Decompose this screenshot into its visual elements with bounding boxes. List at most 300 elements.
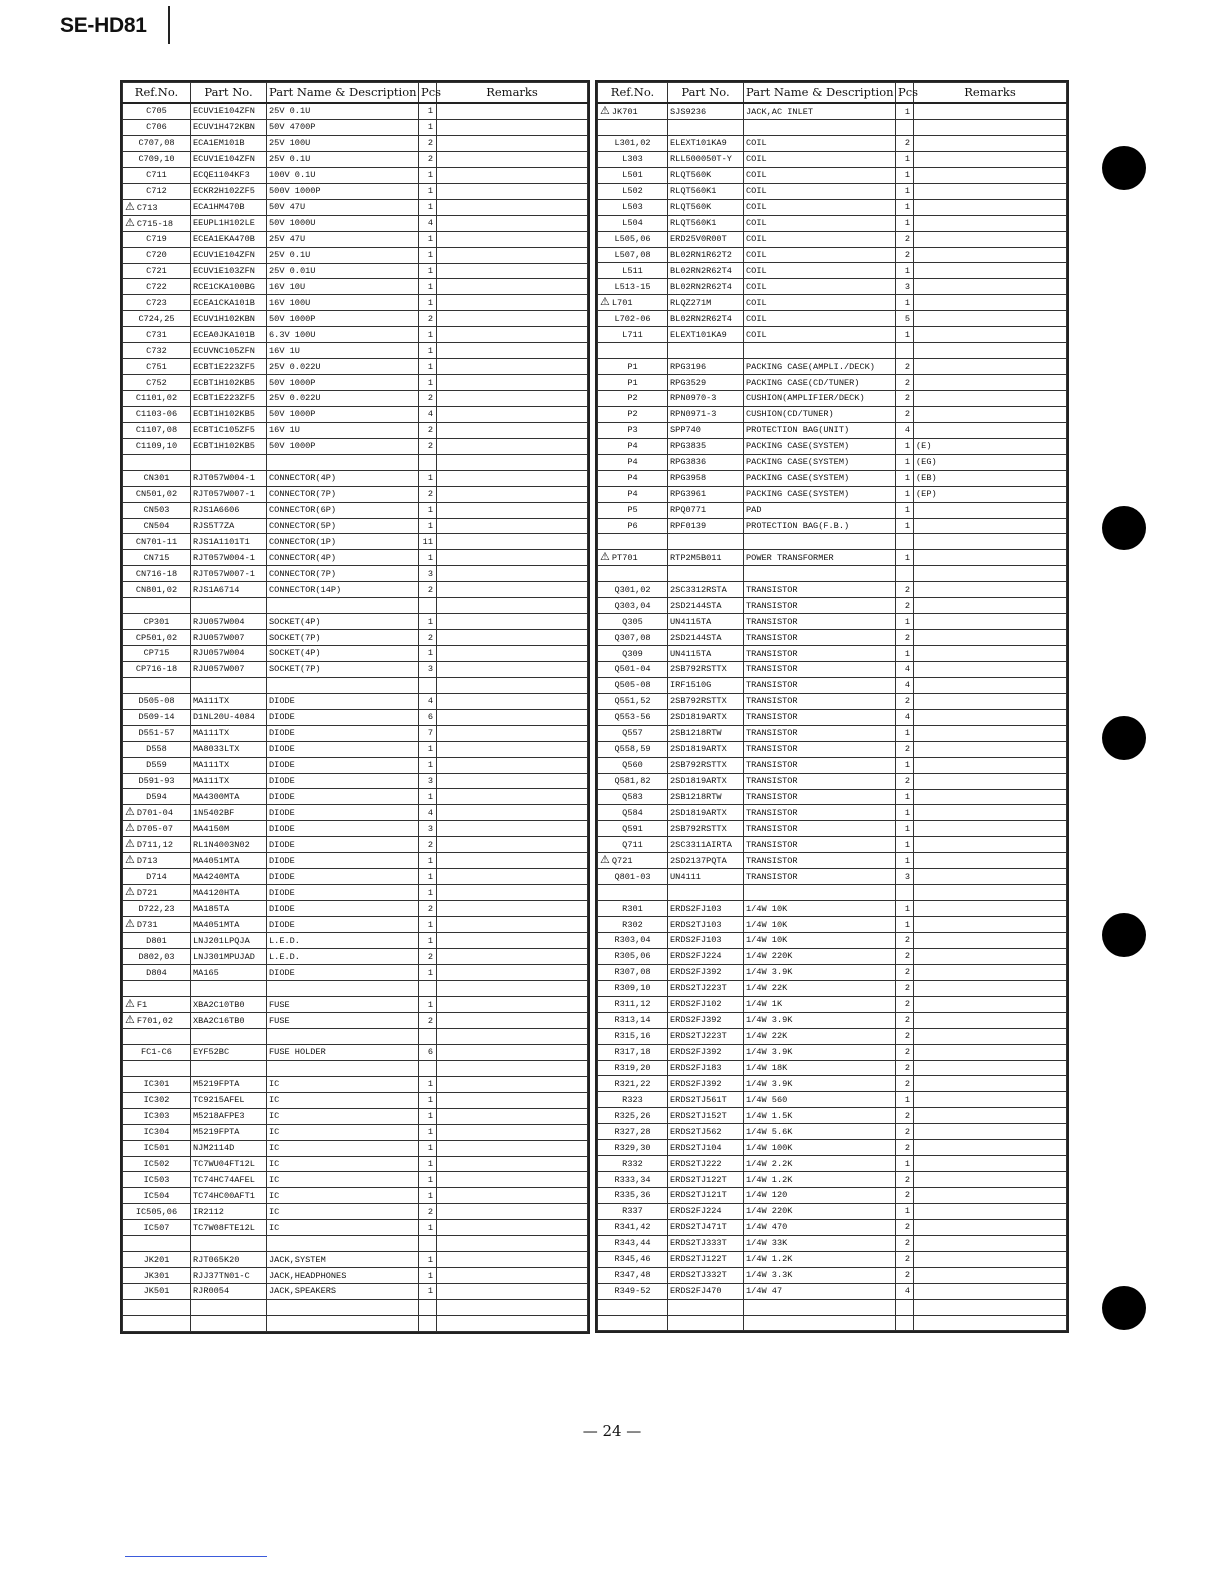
pcs-cell-text: 2 <box>904 776 910 787</box>
part-name-cell-text: 1/4W 1.2K <box>746 1174 793 1185</box>
part-no-cell-text: ERDS2TJ222 <box>670 1158 722 1169</box>
part-name-cell-text: 1/4W 3.9K <box>746 1078 793 1089</box>
part-name-cell-text: FUSE <box>269 1015 290 1026</box>
part-no-cell <box>191 263 267 279</box>
part-no-cell-text: RPF0139 <box>670 520 707 531</box>
pcs-cell <box>419 709 437 725</box>
pcs-cell <box>419 135 437 151</box>
table-row <box>123 1252 588 1268</box>
part-no-cell-text: ERDS2TJ104 <box>670 1142 722 1153</box>
ref-no-cell <box>123 773 191 789</box>
pcs-cell <box>896 677 914 693</box>
part-name-cell-text: COIL <box>746 154 767 165</box>
table-header-row <box>598 83 1067 104</box>
remarks-cell <box>914 662 1067 678</box>
table-row <box>598 757 1067 773</box>
table-row <box>123 151 588 167</box>
pcs-cell <box>896 343 914 359</box>
remarks-cell <box>437 103 588 119</box>
table-row <box>598 343 1067 359</box>
table-row <box>123 1172 588 1188</box>
ref-no-cell-text: CN301 <box>143 473 170 484</box>
remarks-cell <box>914 167 1067 183</box>
part-name-cell <box>744 215 896 231</box>
part-name-cell <box>744 598 896 614</box>
pcs-cell-text: 2 <box>904 983 910 994</box>
part-name-cell-text: POWER TRANSFORMER <box>746 552 834 563</box>
part-no-cell <box>668 1203 744 1219</box>
part-no-cell <box>191 869 267 885</box>
ref-no-cell <box>598 1060 668 1076</box>
ref-no-cell-text: IC507 <box>143 1222 170 1233</box>
remarks-cell <box>437 709 588 725</box>
ref-no-cell-text: C724,25 <box>138 313 175 324</box>
part-name-cell-text: 1/4W 1.2K <box>746 1254 793 1265</box>
part-no-cell <box>191 295 267 311</box>
part-no-cell-text: ECBT1E223ZF5 <box>193 361 255 372</box>
part-name-cell-text: COIL <box>746 249 767 260</box>
remarks-cell <box>914 582 1067 598</box>
ref-no-cell-text: Q591 <box>622 823 643 834</box>
part-no-cell-text: MA4051MTA <box>193 919 240 930</box>
ref-no-cell-text: D731 <box>136 920 158 931</box>
part-name-cell <box>267 422 419 438</box>
ref-no-cell-text: IC503 <box>143 1174 170 1185</box>
table-row <box>598 1140 1067 1156</box>
part-name-cell <box>744 709 896 725</box>
remarks-cell <box>437 1044 588 1060</box>
part-no-cell <box>191 598 267 614</box>
pcs-cell-text: 1 <box>904 823 910 834</box>
part-name-cell-text: 1/4W 10K <box>746 919 788 930</box>
part-name-cell <box>744 917 896 933</box>
table-row <box>598 885 1067 901</box>
part-no-cell <box>668 215 744 231</box>
ref-no-cell-text: L702-06 <box>614 313 651 324</box>
table-row <box>123 661 588 677</box>
part-name-cell <box>267 757 419 773</box>
part-name-cell <box>267 837 419 853</box>
pcs-cell <box>419 1172 437 1188</box>
part-no-cell-text: ECUV1H102KBN <box>193 313 255 324</box>
part-no-cell-text: ERDS2FJ470 <box>670 1286 722 1297</box>
remarks-cell <box>914 566 1067 582</box>
remarks-cell <box>914 1188 1067 1204</box>
part-name-cell-text: COIL <box>746 329 767 340</box>
part-no-cell-text: D1NL20U-4084 <box>193 712 255 723</box>
part-name-cell-text: CUSHION(CD/TUNER) <box>746 409 834 420</box>
part-no-cell <box>668 343 744 359</box>
part-name-cell <box>267 470 419 486</box>
part-no-cell <box>191 949 267 965</box>
ref-no-cell <box>598 598 668 614</box>
table-row <box>598 948 1067 964</box>
remarks-cell <box>437 837 588 853</box>
pcs-cell-text: 2 <box>904 1238 910 1249</box>
part-no-cell-text: EYF52BC <box>193 1047 230 1058</box>
part-name-cell <box>267 1284 419 1300</box>
ref-no-cell-text: JK301 <box>143 1270 170 1281</box>
part-no-cell-text: 2SD2137PQTA <box>670 855 727 866</box>
ref-no-cell <box>123 1252 191 1268</box>
part-name-cell-text: CONNECTOR(4P) <box>269 552 337 563</box>
ref-no-cell <box>598 343 668 359</box>
part-no-cell <box>191 677 267 693</box>
remarks-cell <box>437 614 588 630</box>
ref-no-cell <box>123 1268 191 1284</box>
part-no-cell-text: ERDS2TJ333T <box>670 1238 727 1249</box>
ref-no-cell <box>598 199 668 215</box>
pcs-cell-text: 3 <box>904 871 910 882</box>
part-name-cell <box>267 1252 419 1268</box>
part-name-cell <box>267 661 419 677</box>
remarks-cell <box>914 263 1067 279</box>
remarks-cell <box>914 1283 1067 1299</box>
ref-no-cell <box>123 327 191 343</box>
ref-no-cell <box>598 773 668 789</box>
part-name-cell <box>744 135 896 151</box>
remarks-cell <box>437 327 588 343</box>
part-no-cell <box>191 805 267 821</box>
table-row <box>598 1108 1067 1124</box>
pcs-cell <box>419 981 437 997</box>
pcs-cell <box>419 1315 437 1331</box>
part-name-cell <box>267 853 419 869</box>
part-name-cell-text: TRANSISTOR <box>746 664 798 675</box>
part-no-cell-text: RJU057W007 <box>193 632 245 643</box>
ref-no-cell <box>123 1044 191 1060</box>
ref-no-cell <box>123 709 191 725</box>
part-no-cell-text: LNJ301MPUJAD <box>193 951 255 962</box>
part-no-cell-text: LNJ201LPQJA <box>193 935 250 946</box>
remarks-cell <box>914 438 1067 454</box>
table-row <box>598 406 1067 422</box>
pcs-cell <box>419 486 437 502</box>
remarks-cell <box>437 1252 588 1268</box>
ref-no-cell <box>123 821 191 837</box>
part-name-cell <box>744 1108 896 1124</box>
part-name-cell-text: 25V 0.01U <box>269 265 316 276</box>
pcs-cell-text: 4 <box>904 712 910 723</box>
part-name-cell <box>267 1108 419 1124</box>
ref-no-cell-text: D594 <box>146 791 167 802</box>
ref-no-cell-text: C707,08 <box>138 138 175 149</box>
ref-no-cell-text: P3 <box>627 425 638 436</box>
part-no-cell-text: TC9215AFEL <box>193 1095 245 1106</box>
part-name-cell <box>744 837 896 853</box>
ref-no-cell <box>598 518 668 534</box>
pcs-cell-text: 1 <box>427 505 433 516</box>
table-row <box>123 725 588 741</box>
header-divider <box>168 6 170 44</box>
remarks-cell <box>914 454 1067 470</box>
remarks-cell <box>437 661 588 677</box>
remarks-cell <box>437 773 588 789</box>
pcs-cell <box>896 295 914 311</box>
ref-no-cell-text: D591-93 <box>138 775 175 786</box>
part-no-cell <box>668 391 744 407</box>
part-name-cell <box>267 327 419 343</box>
part-name-cell <box>744 948 896 964</box>
ref-no-cell-text: R325,26 <box>614 1110 651 1121</box>
pcs-cell-text: 2 <box>427 903 433 914</box>
part-no-cell <box>668 709 744 725</box>
pcs-cell-text: 1 <box>904 186 910 197</box>
remarks-cell <box>437 1013 588 1029</box>
part-name-cell-text: DIODE <box>269 919 295 930</box>
header-part-name: Part Name & Description <box>267 83 419 104</box>
part-name-cell-text: COIL <box>746 218 767 229</box>
pcs-cell-text: 1 <box>904 791 910 802</box>
part-no-cell <box>668 375 744 391</box>
part-name-cell <box>267 1124 419 1140</box>
ref-no-cell-text: D802,03 <box>138 951 175 962</box>
part-name-cell-text: 1/4W 100K <box>746 1142 793 1153</box>
part-no-cell-text: RPG3835 <box>670 441 707 452</box>
ref-no-cell <box>598 821 668 837</box>
ref-no-cell-text: R333,34 <box>614 1174 651 1185</box>
ref-no-cell-text: R335,36 <box>614 1190 651 1201</box>
part-no-cell-text: RJU057W004 <box>193 648 245 659</box>
part-name-cell-text: 25V 0.022U <box>269 393 321 404</box>
ref-no-cell-text: CN716-18 <box>135 568 178 579</box>
part-no-cell <box>191 757 267 773</box>
part-name-cell <box>744 1076 896 1092</box>
ref-no-cell-text: CN801,02 <box>135 584 178 595</box>
pcs-cell <box>419 582 437 598</box>
part-name-cell <box>267 343 419 359</box>
part-no-cell-text: MA111TX <box>193 728 230 739</box>
remarks-cell <box>437 247 588 263</box>
part-name-cell <box>744 199 896 215</box>
ref-no-cell-text: CP501,02 <box>135 632 178 643</box>
remarks-cell <box>437 502 588 518</box>
table-row <box>123 646 588 662</box>
ref-no-cell <box>598 964 668 980</box>
ref-no-cell <box>123 375 191 391</box>
part-no-cell-text: ERDS2FJ392 <box>670 1047 722 1058</box>
table-row <box>598 741 1067 757</box>
part-no-cell-text: 2SC3312RSTA <box>670 584 727 595</box>
ref-no-cell <box>123 677 191 693</box>
table-row <box>123 1044 588 1060</box>
remarks-cell <box>437 949 588 965</box>
part-no-cell <box>668 279 744 295</box>
ref-no-cell <box>123 263 191 279</box>
pcs-cell-text: 2 <box>427 393 433 404</box>
remarks-cell <box>914 231 1067 247</box>
ref-no-cell-text: C752 <box>146 377 167 388</box>
pcs-cell-text: 4 <box>427 807 433 818</box>
remarks-cell <box>437 151 588 167</box>
safety-warning-icon: ⚠ <box>600 295 610 309</box>
pcs-cell-text: 2 <box>904 393 910 404</box>
part-no-cell <box>191 151 267 167</box>
part-no-cell-text: ERDS2TJ223T <box>670 1031 727 1042</box>
pcs-cell <box>896 853 914 869</box>
part-name-cell <box>744 518 896 534</box>
part-name-cell-text: IC <box>269 1095 280 1106</box>
part-no-cell-text: NJM2114D <box>193 1143 235 1154</box>
remarks-cell <box>914 311 1067 327</box>
part-no-cell <box>191 917 267 933</box>
part-name-cell <box>267 614 419 630</box>
remarks-cell <box>914 821 1067 837</box>
ref-no-cell <box>598 933 668 949</box>
pcs-cell <box>419 997 437 1013</box>
pcs-cell <box>896 422 914 438</box>
pcs-cell <box>896 869 914 885</box>
table-row <box>123 359 588 375</box>
part-name-cell <box>267 646 419 662</box>
pcs-cell-text: 1 <box>427 552 433 563</box>
table-row <box>598 183 1067 199</box>
pcs-cell <box>896 725 914 741</box>
part-name-cell <box>267 917 419 933</box>
part-no-cell-text: 2SC3311AIRTA <box>670 839 732 850</box>
pcs-cell-text: 1 <box>904 807 910 818</box>
table-row <box>123 1268 588 1284</box>
ref-no-cell <box>123 295 191 311</box>
table-row <box>598 422 1067 438</box>
ref-no-cell <box>598 853 668 869</box>
part-name-cell-text: CONNECTOR(4P) <box>269 473 337 484</box>
part-name-cell <box>744 1172 896 1188</box>
ref-no-cell-text: C1101,02 <box>135 393 178 404</box>
part-name-cell <box>267 534 419 550</box>
part-no-cell-text: RJU057W007 <box>193 664 245 675</box>
part-no-cell-text: ERDS2FJ102 <box>670 999 722 1010</box>
ref-no-cell-text: P6 <box>627 520 638 531</box>
pcs-cell <box>419 965 437 981</box>
table-row <box>598 837 1067 853</box>
part-name-cell-text: JACK,SYSTEM <box>269 1254 326 1265</box>
pcs-cell <box>419 231 437 247</box>
pcs-cell <box>896 948 914 964</box>
remarks-cell <box>914 948 1067 964</box>
pcs-cell-text: 2 <box>904 1031 910 1042</box>
table-row <box>598 263 1067 279</box>
part-no-cell-text: ECBT1H102KB5 <box>193 377 255 388</box>
part-no-cell-text: BL02RN2R62T4 <box>670 281 732 292</box>
safety-warning-icon: ⚠ <box>125 837 135 851</box>
ref-no-cell <box>123 997 191 1013</box>
table-row <box>123 486 588 502</box>
pcs-cell <box>419 406 437 422</box>
pcs-cell-text: 2 <box>904 1190 910 1201</box>
pcs-cell-text: 2 <box>427 154 433 165</box>
table-row <box>123 598 588 614</box>
part-no-cell <box>668 566 744 582</box>
ref-no-cell <box>598 422 668 438</box>
part-name-cell-text: SOCKET(7P) <box>269 664 321 675</box>
part-no-cell-text: 2SB792RSTTX <box>670 696 727 707</box>
part-name-cell-text: CONNECTOR(7P) <box>269 568 337 579</box>
table-row <box>123 422 588 438</box>
safety-warning-icon: ⚠ <box>125 821 135 835</box>
part-no-cell <box>668 996 744 1012</box>
table-row <box>598 295 1067 311</box>
ref-no-cell-text: P4 <box>627 473 638 484</box>
pcs-cell <box>896 837 914 853</box>
pcs-cell <box>419 1252 437 1268</box>
table-row <box>123 1076 588 1092</box>
part-name-cell <box>744 805 896 821</box>
part-no-cell <box>668 422 744 438</box>
ref-no-cell-text: R317,18 <box>614 1047 651 1058</box>
part-no-cell <box>191 853 267 869</box>
pcs-cell-text: 1 <box>904 1158 910 1169</box>
part-no-cell-text: ERDS2FJ224 <box>670 1206 722 1217</box>
pcs-cell-text: 1 <box>427 760 433 771</box>
part-no-cell-text: ERDS2FJ103 <box>670 935 722 946</box>
ref-no-cell-text: D705-07 <box>136 824 173 835</box>
pcs-cell-text: 1 <box>904 1206 910 1217</box>
part-name-cell <box>744 1156 896 1172</box>
ref-no-cell <box>598 980 668 996</box>
ref-no-cell-text: D558 <box>146 744 167 755</box>
ref-no-cell <box>598 725 668 741</box>
ref-no-cell-text: R332 <box>622 1158 643 1169</box>
ref-no-cell <box>598 391 668 407</box>
part-no-cell-text: RJS5T7ZA <box>193 520 235 531</box>
remarks-cell <box>437 901 588 917</box>
part-name-cell-text: IC <box>269 1206 280 1217</box>
table-row <box>598 869 1067 885</box>
pcs-cell-text: 1 <box>427 106 433 117</box>
remarks-cell <box>437 1029 588 1045</box>
ref-no-cell <box>123 1140 191 1156</box>
pcs-cell-text: 2 <box>904 1015 910 1026</box>
part-name-cell-text: DIODE <box>269 696 295 707</box>
remarks-cell <box>437 119 588 135</box>
part-name-cell <box>744 231 896 247</box>
part-no-cell <box>668 247 744 263</box>
remarks-cell <box>437 518 588 534</box>
ref-no-cell <box>123 550 191 566</box>
pcs-cell-text: 1 <box>904 170 910 181</box>
table-row <box>123 1140 588 1156</box>
part-no-cell-text: ERDS2TJ471T <box>670 1222 727 1233</box>
pcs-cell-text: 7 <box>427 728 433 739</box>
remarks-cell <box>437 167 588 183</box>
remarks-cell <box>437 821 588 837</box>
part-name-cell <box>744 1235 896 1251</box>
part-name-cell-text: 50V 47U <box>269 202 306 213</box>
part-no-cell-text: ERDS2TJ332T <box>670 1270 727 1281</box>
table-row <box>123 582 588 598</box>
part-name-cell-text: IC <box>269 1222 280 1233</box>
pcs-cell-text: 1 <box>427 967 433 978</box>
part-no-cell-text: 2SD1819ARTX <box>670 776 727 787</box>
ref-no-cell <box>123 199 191 215</box>
part-name-cell-text: COIL <box>746 202 767 213</box>
ref-no-cell-text: Q558,59 <box>614 744 651 755</box>
pcs-cell <box>419 327 437 343</box>
part-name-cell-text: COIL <box>746 297 767 308</box>
part-no-cell <box>191 1029 267 1045</box>
table-row <box>598 1092 1067 1108</box>
remarks-cell <box>914 630 1067 646</box>
table-row <box>123 1299 588 1315</box>
pcs-cell-text: 1 <box>904 473 910 484</box>
remarks-cell <box>437 1284 588 1300</box>
pcs-cell <box>419 1284 437 1300</box>
part-no-cell-text: ERDS2TJ223T <box>670 983 727 994</box>
part-name-cell <box>744 311 896 327</box>
ref-no-cell-text: D722,23 <box>138 903 175 914</box>
remarks-cell <box>914 534 1067 550</box>
